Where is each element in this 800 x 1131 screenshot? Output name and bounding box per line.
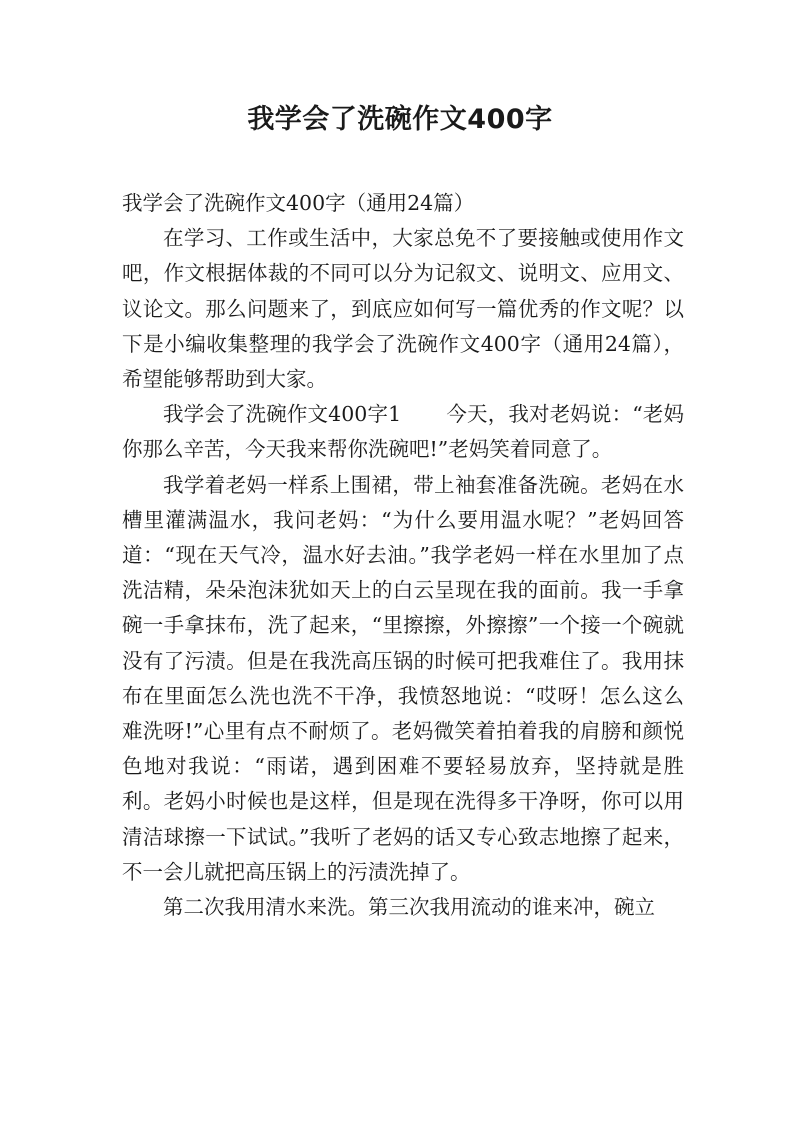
document-body [122, 186, 684, 925]
document-title: 我学会了洗碗作文400字 [247, 104, 553, 135]
document-subtitle: 我学会了洗碗作文400字（通用24篇） [122, 191, 475, 215]
essay-paragraph-1-text: 今天，我对老妈说：“老妈你那么辛苦，今天我来帮你洗碗吧!”老妈笑着同意了。 [122, 402, 685, 462]
essay-paragraph-3: 第二次我用清水来洗。第三次我用流动的谁来冲，碗立 [163, 895, 655, 920]
essay-paragraph-2: 我学着老妈一样系上围裙，带上袖套准备洗碗。老妈在水槽里灌满温水，我问老妈：“为什么要用温水呢？”老妈回答道：“现在天气冷，温水好去油。”我学老妈一样在水里加了点洗洁精，朵朵泡沫犹如天上的白云呈现在我的面前。我一手拿碗一手拿抹布，洗了起来，“里擦擦，外擦擦”一个接一个碗就没有了污渍。但是在我洗高压锅的时候可把我难住了。我用抹布在里面怎么洗也洗不干净，我愤怒地说：“哎呀！怎么这么难洗呀!”心里有点不耐烦了。老妈微笑着拍着我的肩膀和颜悦色地对我说：“雨诺，遇到困难不要轻易放弃，坚持就是胜利。老妈小时候也是这样，但是现在洗得多干净呀，你可以用清洁球擦一下试试。”我听了老妈的话又专心致志地擦了起来，不一会儿就把高压锅上的污渍洗掉了。 [122, 472, 684, 884]
essay-paragraph-1 [122, 397, 684, 467]
essay-heading: 我学会了洗碗作文400字1 [163, 402, 402, 427]
intro-paragraph: 在学习、工作或生活中，大家总免不了要接触或使用作文吧，作文根据体裁的不同可以分为记叙文、说明文、应用文、议论文。那么问题来了，到底应如何写一篇优秀的作文呢？以下是小编收集整理的我学会了洗碗作文400字（通用24篇），希望能够帮助到大家。 [122, 226, 684, 392]
